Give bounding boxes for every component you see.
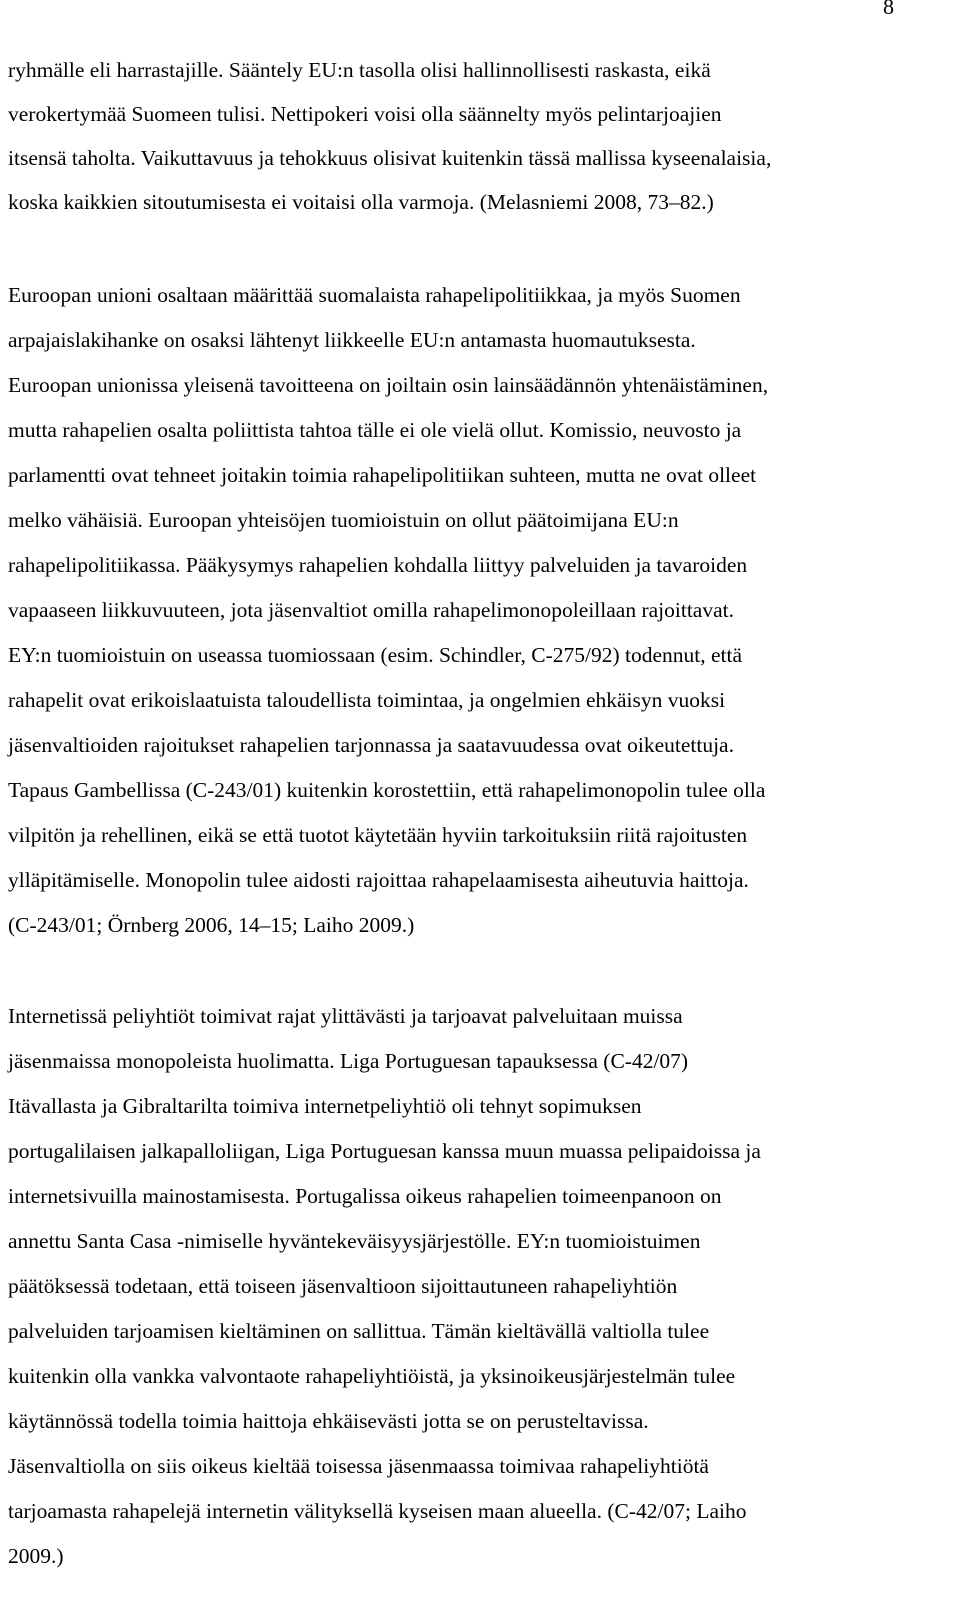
text-line: ylläpitämiselle. Monopolin tulee aidosti rajoittaa rahapelaamisesta aiheutuvia haittoja. [8, 868, 749, 892]
text-line: vilpitön ja rehellinen, eikä se että tuotot käytetään hyviin tarkoituksiin riitä rajoitusten [8, 823, 748, 847]
text-line: käytännössä todella toimia haittoja ehkäisevästi jotta se on perusteltavissa. [8, 1409, 649, 1433]
text-line: internetsivuilla mainostamisesta. Portugalissa oikeus rahapelien toimeenpanoon on [8, 1184, 722, 1208]
text-line: Internetissä peliyhtiöt toimivat rajat ylittävästi ja tarjoavat palveluitaan muissa [8, 1004, 683, 1028]
text-line: päätöksessä todetaan, että toiseen jäsenvaltioon sijoittautuneen rahapeliyhtiön [8, 1274, 678, 1298]
text-line: rahapelipolitiikassa. Pääkysymys rahapelien kohdalla liittyy palveluiden ja tavaroiden [8, 553, 748, 577]
text-line: melko vähäisiä. Euroopan yhteisöjen tuomioistuin on ollut päätoimijana EU:n [8, 508, 679, 532]
text-line: mutta rahapelien osalta poliittista tahtoa tälle ei ole vielä ollut. Komissio, neuvosto ja [8, 418, 742, 442]
text-line: itsensä taholta. Vaikuttavuus ja tehokkuus olisivat kuitenkin tässä mallissa kyseenalaisia, [8, 146, 772, 170]
text-line: koska kaikkien sitoutumisesta ei voitaisi olla varmoja. (Melasniemi 2008, 73–82.) [8, 190, 714, 214]
text-line: ryhmälle eli harrastajille. Sääntely EU:n tasolla olisi hallinnollisesti raskasta, eikä [8, 58, 711, 82]
text-line: Jäsenvaltiolla on siis oikeus kieltää toisessa jäsenmaassa toimivaa rahapeliyhtiötä [8, 1454, 709, 1478]
text-line: annettu Santa Casa -nimiselle hyväntekeväisyysjärjestölle. EY:n tuomioistuimen [8, 1229, 701, 1253]
text-line: palveluiden tarjoamisen kieltäminen on sallittua. Tämän kieltävällä valtiolla tulee [8, 1319, 710, 1343]
text-line: (C-243/01; Örnberg 2006, 14–15; Laiho 2009.) [8, 913, 415, 937]
text-line: vapaaseen liikkuvuuteen, jota jäsenvaltiot omilla rahapelimonopoleillaan rajoittavat. [8, 598, 734, 622]
text-line: jäsenvaltioiden rajoitukset rahapelien tarjonnassa ja saatavuudessa ovat oikeutettuja. [8, 733, 734, 757]
text-line: 2009.) [8, 1544, 64, 1568]
text-line: Euroopan unionissa yleisenä tavoitteena on joiltain osin lainsäädännön yhtenäistäminen, [8, 373, 769, 397]
text-line: arpajaislakihanke on osaksi lähtenyt liikkeelle EU:n antamasta huomautuksesta. [8, 328, 696, 352]
page-number: 8 [883, 0, 894, 19]
text-line: jäsenmaissa monopoleista huolimatta. Liga Portuguesan tapauksessa (C-42/07) [8, 1049, 689, 1073]
text-line: EY:n tuomioistuin on useassa tuomiossaan (esim. Schindler, C-275/92) todennut, että [8, 643, 743, 667]
text-line: portugalilaisen jalkapalloliigan, Liga Portuguesan kanssa muun muassa pelipaidoissa ja [8, 1139, 761, 1163]
text-line: Itävallasta ja Gibraltarilta toimiva internetpeliyhtiö oli tehnyt sopimuksen [8, 1094, 642, 1118]
text-line: kuitenkin olla vankka valvontaote rahapeliyhtiöistä, ja yksinoikeusjärjestelmän tulee [8, 1364, 736, 1388]
text-line: verokertymää Suomeen tulisi. Nettipokeri voisi olla säännelty myös pelintarjoajien [8, 102, 722, 126]
text-line: Euroopan unioni osaltaan määrittää suomalaista rahapelipolitiikkaa, ja myös Suomen [8, 283, 741, 307]
text-line: parlamentti ovat tehneet joitakin toimia rahapelipolitiikan suhteen, mutta ne ovat olleet [8, 463, 757, 487]
text-line: tarjoamasta rahapelejä internetin välityksellä kyseisen maan alueella. (C-42/07; Laiho [8, 1499, 747, 1523]
text-line: rahapelit ovat erikoislaatuista taloudellista toimintaa, ja ongelmien ehkäisyn vuoksi [8, 688, 726, 712]
text-line: Tapaus Gambellissa (C-243/01) kuitenkin korostettiin, että rahapelimonopolin tulee olla [8, 778, 766, 802]
